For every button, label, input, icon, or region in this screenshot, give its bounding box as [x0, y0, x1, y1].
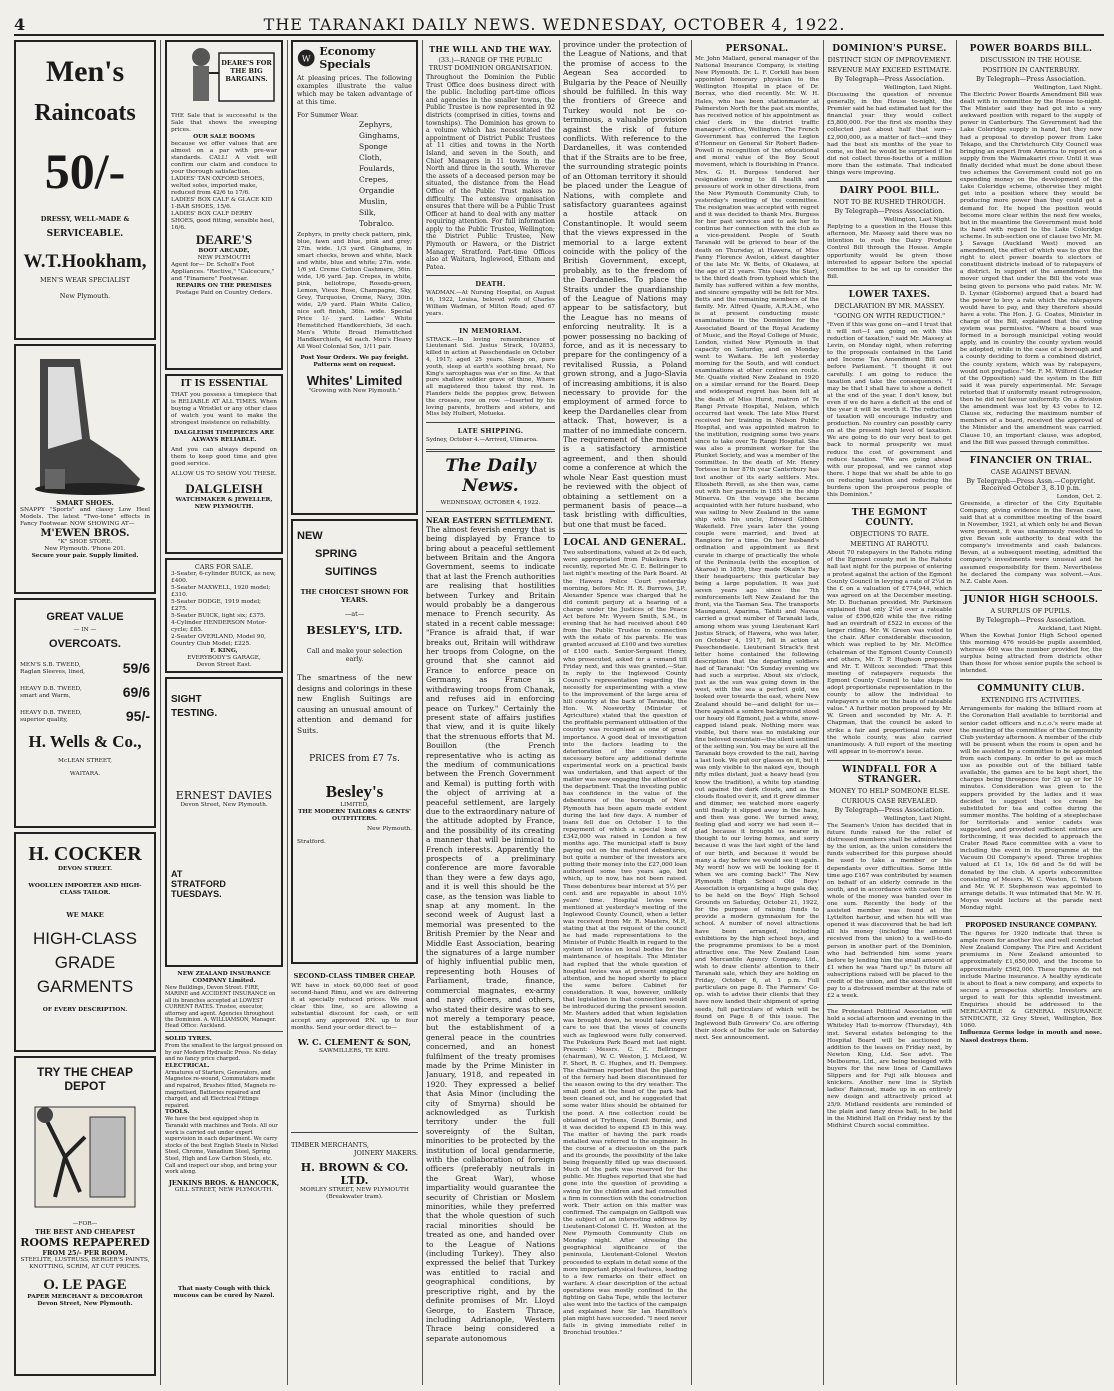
merchant-town: New Plymouth.: [59, 292, 111, 300]
article-dateline: Wellington, Last Night.: [883, 85, 952, 91]
merchant-name: JENKINS BROS. & HANCOCK,: [168, 1178, 280, 1187]
ad-headline: SIGHT: [171, 694, 202, 705]
column-rule: [691, 40, 692, 1385]
column-4: [426, 40, 555, 1343]
king-garage-ad: [165, 558, 283, 673]
merchant-town: New Plymouth.: [367, 826, 412, 832]
car-item: 5-Seater BUICK, light six; £375.: [171, 613, 266, 619]
dateline: WEDNESDAY, OCTOBER 4, 1922.: [440, 499, 541, 506]
article-subhead: MONEY TO HELP SOMEONE ELSE.: [828, 786, 950, 795]
column-rule: [823, 40, 824, 1385]
ad-body: Armatures of Starters, Generators, and Magnetos re-wound, Commutators made and repaired, Brushes fitted, Magnets re-magnetised, Batteries repaired and charged, and all Electrical Fittings repaired.: [165, 1069, 277, 1109]
merchant-trade: WATCHMAKER & JEWELLER, NEW PLYMOUTH.: [175, 497, 273, 510]
car-item: 5-Seater DODGE, 1919 model; £275.: [171, 599, 262, 612]
article-body: Throughout the Dominion the Public Trust Office does business direct with the public. Including part-time offices and agencies in the smaller towns, the Public Trustee is now represented in 92 districts (comprised in cities, towns and townships). The Dominion has grown to a volume which has necessitated the appointment of District Public Trustees at 11 cities and towns in the North Island, and seven in the South, and Chief Managers in 11 towns in the North and three in the south. Wherever the assets of a deceased person may be situated, the distance from the Head Office of the Public Trust makes no difficulty. The extensive organisation ensures that there will be a Public Trust Officer at hand to deal with any matter requiring attention. For full information apply to the Public Trustee, Wellington; the District Public Trustee, New Plymouth or Hawera, or the District Manager, Stratford. Part-time Offices also at Waitara, Inglewood, Eltham and Patea.: [426, 74, 555, 271]
article-subhead: DISTINCT SIGN OF IMPROVEMENT.: [827, 56, 952, 64]
fabric-item: Silk,: [359, 208, 376, 217]
column-rule: [956, 40, 957, 1385]
fabric-item: Tobralco.: [359, 219, 395, 228]
article-subhead: CURIOUS CASE REVEALED.: [841, 796, 938, 805]
article-body: When the Kowhai Junior High School opened this morning 476 would-be pupils assembled, whereas 400 was the number provided for, the surplus being attracted from districts other than those for whose senior pupils the school is intended.: [960, 632, 1102, 675]
price-line: [20, 708, 150, 724]
leader-headline: NEAR EASTERN SETTLEMENT.: [426, 515, 553, 525]
leader-body: The almost feverish energy that is being displayed by France to bring about a peaceful settlement between Britain and the Angora Government, seems to indicate that at last the French authorities are realising that hostilities between Turkey and Britain would probably be a dangerous menace to French security. As stated in a recent cable message: "France is afraid that, if war breaks out, Britain will withdraw her troops from Cologne, on the ground that she cannot aid France to enforce peace on Germany, as France is withdrawing troops from Chanak, and refuses aid in enforcing peace on Turkey." Certainly the present state of affairs justifies that view, and it is quite likely that the strenuous efforts that M. Bouillon (the French representative who is acting as the medium of communications between the French Government and Kemal) is putting forth with the object of arriving at a peaceful settlement, are largely due to the extraordinary nature of the attitude adopted by France, and the possibility of its creating a manner that will be inimical to French interests. Apparently the prospects of a preliminary conference are more favorable than they were a few days ago, and it is well this should be the case, as the tension was liable to snap at any moment. In the second week of August last a memorial was presented to the British Premier by the Near and Middle East Association, bearing the signatures of a large number of highly influential public men, representing both Houses of Parliament, trade, finance, commercial magnates, ex-army and navy officers, and others, who stated their desire was to see not merely a temporary peace, but the establishment of a general peace in the countries concerned, and an honest fulfilment of the treaty promises made by the Prime Minister in January, 1918, and repeated in 1920. They expressed a belief that Asia Minor (including the city of Smyrna) should be acknowledged as Turkish territory under the full sovereignty of the Sultan, minorities to be protected by the institution of local gendarmerie, with the collaboration of foreign officers (preferably neutrals in the Great War), whose impartiality would guarantee the security of Christian or Moslem minorities, while they preferred that the whole question of such racial minorities should be treated as one, and handed over to the League of Nations (including Turkey). They also expressed the belief that Turkey was entitled to racial and geographical conditions, by prescriptive right, and by the definite promises of Mr. Lloyd George, to Eastern Thrace, including Adrianople, Western Thrace being considered a separate autonomous: [426, 524, 555, 1343]
article-headline: PROPOSED INSURANCE COMPANY.: [965, 921, 1097, 930]
article-headline: LOWER TAXES.: [848, 289, 931, 300]
ad-headline: GARMENTS: [36, 977, 134, 996]
article-headline: PERSONAL.: [725, 44, 789, 54]
price-line: [20, 684, 150, 700]
merchant-address: MORLEY STREET, NEW PLYMOUTH (Breakwater tram).: [300, 1187, 409, 1200]
ad-headline: GRADE: [54, 953, 116, 972]
merchant-name: Whites' Limited: [306, 373, 403, 388]
article-dateline: Wellington, Last Night.: [1033, 85, 1102, 91]
ad-tagline: DRESSY, WELL-MADE &: [40, 215, 130, 223]
article-headline: POWER BOARDS BILL.: [969, 44, 1093, 54]
article-headline: DOMINION'S PURSE.: [832, 44, 947, 54]
ad-headline: GREAT VALUE: [46, 611, 124, 623]
article-body: The Protestant Political Association will hold a social afternoon and evening in the Whiteley Hall to-morrow (Thursday), 4th inst. Several estates belonging to the Hospital Board will be auctioned in addition to the leases on Friday next, by Newton King, Ltd. See advt. The Melbourne, Ltd., are being besieged with buyers for the new lines of Camillaws Slippers and for Fuji silk blouses and knickers. Another new line is Stylish ladies' Raincoat, made up in an entirely new design and attractively priced at 25/9. Midland residents are reminded of the plain and fancy dress ball, to be held in the Midhirst Hall on Friday next by the Midhirst Church social committee.: [827, 1009, 952, 1129]
merchant-sub: LIMITED,: [340, 802, 369, 808]
newspaper-nameplate: The Daily News.: [445, 455, 536, 496]
merchant-address: Devon Street, New Plymouth.: [37, 1301, 133, 1307]
article-body: Replying to a question in the House this afternoon, Mr. Massey said there was no intention to rush the Dairy Produce Control Bill through the House. Ample opportunity would be given those interested to appear before the special committee to be set up to consider the Bill.: [827, 224, 952, 280]
column-2: [165, 40, 283, 1300]
svg-text:W: W: [301, 53, 311, 64]
article-headline: LOCAL AND GENERAL.: [563, 538, 687, 549]
davies-sight-testing-ad: [165, 677, 283, 967]
item-price: 95/-: [125, 708, 150, 724]
merchant-name: W.T.Hookham,: [23, 251, 147, 272]
article-headline: WINDFALL FOR A STRANGER.: [841, 764, 937, 785]
merchant-name: DALGLEISH: [185, 481, 263, 496]
ad-headline: SMART SHOES.: [56, 499, 114, 507]
merchant-sub: "K" SHOE STORE.: [57, 539, 113, 545]
ad-body: The smartness of the new designs and colorings in these new English Suitings are causing an unusual amount of attention and demand for Suits.: [297, 673, 412, 735]
notice-heading: LATE SHIPPING.: [457, 427, 524, 436]
ad-body: THE Sale that is successful is the Sale that shows the sweeping prices.: [171, 113, 277, 133]
article-subhead: OBJECTIONS TO RATE.: [850, 530, 929, 539]
ad-item: LADIES' TAN OXFORD SHOES, welted soles, imported make, reduced from 42/6 to 17/6.: [171, 176, 265, 196]
ad-headline: Economy Specials: [319, 45, 376, 71]
ad-heading: ELECTRICAL.: [165, 1062, 210, 1069]
article-dateline: Auckland, Last Night.: [1037, 625, 1102, 632]
article-body: Greenside, a director of the City Equitable Company, giving evidence in the Bevan case, said that at a committee meeting of the board in November, 1921, at which only he and Bevan were present, it was unanimously resolved to give Bevan sole authority to deal with the company's investments and cash balances. Bevan, at a subsequent meeting, admitted the company's investments were unusual and he assumed responsibility for them. Nevertheless he declared the company was solvent.—Aus. N.Z. Cable Assn.: [960, 500, 1102, 585]
ad-headline: TRY THE CHEAP DEPOT: [36, 1065, 133, 1093]
article-subhead: DISCUSSION IN THE HOUSE.: [979, 56, 1082, 64]
ad-text: Post Your Orders. We pay freight. Patterns sent on request.: [300, 355, 409, 368]
ad-text: THE BEST AND CHEAPEST: [34, 1228, 135, 1236]
car-item: 3-Seater, 6-cylinder BUICK, as new, £400.: [171, 571, 276, 584]
ad-headline: SUITINGS: [325, 566, 377, 578]
notice-heading: IN MEMORIAM.: [459, 326, 522, 335]
article-body: About 70 ratepayers in the Rahotu riding of the Egmont county met in the Rahotu hall last night for the purpose of entering a protest against the action of the Egmont County Council in levying a rate of 2¼d in the £ on a valuation of £774,944, which was agreed on at the December meeting. Mr. D. Buchanan presided. Mr. Parkinson explained that only 2¼d over a rateable value of £596,626 while the five riding had an overdraft of £522 in excess of the larger riding. Mr. W. Green was voted to the chair. After considerable discussion, which was replied to by Mr. McOffice (chairman of the Egmont County Council) and others, Mr. T. P. Hughson proposed and Mr. T. Willcox seconded: "That this meeting of ratepayers requests the Egmont County Council to take steps to adopt proportionate representation in the county to allow the individual to ratepayers a vote on the basis of rateable value." A further motion proposed by Mr. W. Green and seconded by Mr. A. F. Chapman, that the council be asked to strike a fair and proportional rate over the whole county, was also carried unanimously. A full report of the meeting will appear in to-morrow's issue.: [827, 550, 952, 755]
column-rule: [559, 40, 560, 1385]
article-headline: FINANCIER ON TRIAL.: [969, 455, 1093, 466]
article-subhead: "GOING ON WITH REDUCTION.": [833, 311, 946, 320]
merchant-address: GILL STREET, NEW PLYMOUTH.: [174, 1186, 274, 1193]
item-price: 59/6: [122, 660, 150, 676]
ad-text: —FOR—: [72, 1221, 98, 1227]
nz-insurance-ad: [165, 971, 283, 1032]
fabric-list: [359, 119, 412, 229]
ad-tagline: SERVICEABLE.: [46, 229, 124, 239]
ad-price: PRICES from £7 7s.: [309, 754, 400, 764]
article-body: The Seamen's Union has decided that in future funds raised for the relief of distressed members shall be administered by the union, as the union considers the funds subscribed for this purpose should be used to take a member or his dependants over difficulties. Some little time ago £167 was contributed by seamen on behalf of an elderly comrade in the south, and in accordance with custom the whole of the money was handed over in one sum. Recently the body of the assisted member was found at the Lyttelton harbour, and when his will was opened it was discovered that he had left all his money (including the amount received from the union) to a well-to-do person in another part of the Dominion, who had befriended him some years before by lending him the small amount of £1 when he was "hard up." In future all subscriptions raised will be placed to the credit of the union, and the executive will pay to a distressed member at the rate of £2 a week.: [827, 822, 952, 1000]
price-line: [20, 660, 150, 676]
article-headline: THE WILL AND THE WAY.: [429, 44, 552, 54]
ad-body: because we offer values that are almost on a par with pre-war standards. CALL! A visit will confirm our claim and conduce to your thorough satisfaction.: [171, 141, 277, 175]
column-1: [14, 40, 156, 1380]
masthead: [14, 8, 1104, 36]
ad-headline: SPRING: [315, 548, 358, 560]
merchant-sub: EVERYBODY'S GARAGE,: [187, 655, 261, 661]
nazol-ad: That nasty Cough with thick mucous can be cured by Nazol.: [173, 1286, 275, 1299]
jenkins-hancock-ad: [165, 1036, 283, 1286]
cocker-tailor-ad: [14, 832, 156, 1052]
merchant-town: NEW PLYMOUTH: [197, 255, 251, 261]
car-item: 4-Cylinder HENDERSON Motor-cycle; £85.: [171, 620, 267, 633]
item-price: 69/6: [122, 684, 150, 700]
merchant-name: H. Wells & Co.,: [28, 732, 142, 751]
merchant-address: New Plymouth. 'Phone 201.: [44, 546, 126, 552]
article-headline: JUNIOR HIGH SCHOOLS.: [963, 594, 1099, 605]
merchant-trade: THE MODERN TAILORS & GENTS' OUTFITTERS.: [298, 809, 411, 822]
ad-headline: CARS FOR SALE.: [194, 563, 254, 571]
notice-body: STRACK.—In loving remembrance of Lieutenant Sid. Justus Strack, 10/2853, killed in action at Passchendaele on October 4, 1917; aged 25 years. Sleep on, pure youth, sleep at earth's soothing breast, No King's sarcophagus was e'er so fine. As that pure shallow soldier grave of thine, Where all magistered thou takest thy rest. In Flanders fields the poppies grow, Between the crosses, row on row. —Inserted by his loving parents, brothers and sisters, and Miss Isly Hulbert, Motueka.: [426, 336, 555, 418]
article-subhead: MEETING AT RAHOTU.: [850, 540, 929, 549]
article-subhead: NOT TO BE RUSHED THROUGH.: [833, 198, 946, 207]
merchant-town: Stratford.: [297, 839, 326, 845]
article-body: The Electric Power Boards Amendment Bill was dealt with in committee by the House to-night. The Minister said they had got into a very awkward position with regard to the supply of power in Canterbury. The Government had the Lake Coleridge supply in hand, but they now had a proposal to develop power from Lake Tekapo, and the Christchurch City Council was bringing an expert from America to report on a supply from the Waimakariri river. Until it was finally decided what must be done about these two schemes the Government could not go on expending money on the development of the Lake Coleridge scheme, otherwise they might get into a position where they would be producing more power than they could get a demand for. He hoped the position would become more clear within the next few weeks, but in the meantime the Government must hold its hand with regard to the Lake Coleridge scheme. In sub-section one of clause two Mr. M. J. Savage (Auckland West) moved an amendment, the effect of which was to give the right to elect power boards to electors of constituent districts instead of to ratepayers of a district. In support of the amendment the mover urged that under the Bill the vote was being given to persons who paid rates. Mr. W. D. Lysnar (Gisborne) argued that a board had the power to levy a rate which the ratepayers would have to pay, and they therefore should have a vote. The Hon. J. G. Coates, Minister in charge of the Bill, explained that the voting system was permissive. "Where a board was formed in a borough municipal voting would apply, and in country the county system would be adopted, while in the case of a borough and a county deciding to form a combined district, the county system, which was by ratepayers, would not prejudice." Mr. F. M. Wilford (Leader of the Opposition) said the system in the Bill said it was purely experimental. Mr. Savage retorted that if uniformity meant retrogression, then he did not favour uniformity. On a division the amendment was lost by 43 votes to 12. Clause six, reducing the maximum number of members of a board, received the approval of the Minister and the amendment was carried. Clause 10, an important clause, was adopted, and the Bill was passed through committee.: [960, 92, 1102, 446]
ad-headline: IT IS ESSENTIAL: [180, 379, 268, 389]
column-8: [960, 40, 1102, 1385]
merchant-tagline: "Growing with New Plymouth.": [308, 388, 401, 394]
whites-logo-icon: [297, 47, 315, 69]
notice-body: Sydney, October 4.—Arrived, Ulimaroa.: [426, 437, 538, 444]
nasol-ad: Influenza Germs lodge in mouth and nose. Nasol destroys them.: [960, 1030, 1102, 1044]
fabric-item: Zephyrs,: [359, 120, 393, 129]
fabric-item: Foulards,: [359, 164, 395, 173]
ad-headline: NEW ZEALAND INSURANCE COMPANY Limited.: [177, 971, 271, 984]
merchant-name: Besley's: [325, 782, 384, 801]
article-dateline: London, Oct. 2.: [1056, 493, 1102, 500]
article-body: Discussing the question of revenue generally, in the House to-night, the Premier said he had estimated last for the financial year they would collect £5,800,000. For the first six months they collected just about half that sum—£2,900,000, as a matter of fact—and they had the best six months of the year to come, so that he would be surprised if he did not collect three-fourths of a million more than the estimate. That indicated things were improving.: [827, 92, 952, 177]
paperhanger-illustration-icon: [25, 1097, 145, 1217]
whites-economy-ad: [291, 40, 418, 515]
article-dateline: Wellington, Last Night.: [883, 217, 952, 224]
leader-body: province under the protection of the League of Nations, and that the promise of access to the Aegean Sea accorded to Bulgaria by the Peace of Neuilly should be fulfilled. In this way the frontiers of Greece and Turkey would not be co-terminous, a valuable provision against the risk of future conflicts. With reference to the Dardanelles, it was contended that if the Straits are to be free, the surrounding strategic points of an Ottoman territory it should be placed under the League of Nations, with complete and satisfactory guarantees against a hostile attack on Constantinople. It would seem that the views expressed in the memorial to a large extent coincide with the policy of the British Government, except, probably, as to the freedom of the Dardanelles. To place the Straits under the guardianship of the League of Nations may appear to be satisfactory, but the League has no means of enforcing neutrality. It is a power possessing no backing of force, and as it is necessary to prepare for the contingency of a revitalised Russia, a Poland grown strong, and a Jugo-Slavia of increasing ambitions, it is also necessary to provide for the employment of armed force to keep the Dardanelles clear from attack. That, however, is a matter of no immediate concern. The requirement of the moment is a satisfactory armistice agreement, and then should come a conference at which the whole Near East question must be reviewed with the object of obtaining a settlement on a permanent basis of peace—a task bristling with difficulties, but one that must be faced.: [563, 40, 687, 529]
ad-sub: OUR SALE BOOMS: [193, 134, 255, 140]
ad-heading: TOOLS.: [165, 1109, 190, 1116]
notice-body: WADMAN.—At Nursing Hospital, on August 16, 1922, Louisa, beloved wife of Charles William Wadman, of Milton Road; aged 67 years.: [426, 290, 555, 317]
article-body: Two subordinations, valued at 2s 6d each, were appropriated from Pukekura Park recently, reported Mr. C. E. Bellringer to last night's meeting of the Park Board. At the Hawera Police Court yesterday morning, before Mr. H. R. Burrows, J.P., Alexander Spence was charged that he did commit perjury at a hearing of a charge under the Justices of the Peace Act before Mr. Wyvern Smith, S.M., in evening that he had received about £40 from the Public Trustee in connection with the estate of his parents. He was granted accused at £100 and two sureties of £100 each. Senior-Sergeant Henry, who prosecuted, asked for a remand till Friday next, and this was granted.—Star. In reply to the Inglewood County Council's representation regarding the necessity for experimenting with a view to the improvement of the large area of hill country at the back of Taranaki, the Hon. W. Nosworthy (Minister of Agriculture) stated that the question of the profitable permanent utilisation of the country was recognised as one of great importance. A good deal of investigation into the factors leading to the deterioration of the country was necessary before any additional definite experimental work on a practical basis was undertaken, and that aspect of the matter was now engaging the attention of the department. That the investing public has confidence in the value of the debentures of the borough of New Plymouth has been again made evident during the last few days. A number of loans fell due on October 1 to the repayment of which a special loan of £342,000 was raised in London a few months ago. The municipal staff is busy paying out on the matured debentures, but quite a number of the investors are putting their money into the £27,000 loan authorised some two years ago, but which, up to now, has not been raised. These debentures bear interest at 5½ per cent. and are repayable in about 10½ years' time. Hospital levies were mentioned at yesterday's meeting of the Inglewood County Council, when a letter was received from Mr. R. Masters, M.P., stating that at the request of the council he had made representations to the Minister of Public Health in regard to the system of levies on local bodies for the maintenance of hospitals. The Minister had replied that the whole question of hospital levies was at present engaging attention, and he hoped shortly to place the same before Cabinet for consideration. It was, however, unlikely that legislation in that connection would be introduced during the present session. Mr. Masters added that when legislation was brought down, he would take every care to see that the views of councils such as Inglewood were fully conserved. The Pukekura Park Board met last night. Present: Messrs. C. E. Bellringer (chairman), W. C. Weston, J. McLeod, W. F. Short, R. C. Hughes, and H. Dempsey. The chairman reported that the planting of the fernery had been discontinued for the season owing to the dry weather. The small pond at the head of the park had been cleaned out, and he suggested that some water lilies should be obtained for the pond. A fine collection could be obtained at Trythens, Grant Burnie, and it was decided to expend £5 in this way. The matter of having the park roads metalled was referred to the engineer. In the course of a discussion on the park and its grounds, the possibility of the lake being frequently filled up was discussed. Much of the park was reserved for the public. Mr. Hughes reported that she had gone into the question of providing a swing for the children and had consulted a firm in connection with the construction work. Their action on this matter was confirmed. The campaign on Gallipoli was the subject of an interesting address by Lieutenant-Colonel C. H. Weston at the New Plymouth Community Club on Monday night. After stressing the geographical significance of the peninsula, Lieutenant-Colonel Weston proceeded to explain in detail some of the more important physical features, leading to a few remarks on their effect on warfare. A clear description of the actual operations was mostly confined to the fighting on Gaba Tepe, while the lecturer also went into the tactics of the campaign and explained how Sir Ian Hamilton's plan might have succeeded. "I need never fails in giving immediate relief in Bronchial troubles.": [563, 550, 687, 1337]
item-description: MEN'S S.B. TWEED, Raglan Sleeves, lined,: [20, 662, 86, 675]
merchant-street: DEVON STREET.: [58, 866, 112, 872]
ad-heading: SOLID TYRES.: [165, 1036, 212, 1042]
merchant-sub: BOOT ARCADE,: [198, 248, 250, 254]
notice-heading: DEATH.: [475, 280, 506, 289]
article-body: "Even if this was gone on—and I trust that it will not—I am going on with this reduction of taxation," said Mr. Massey at Levin, on Monday night, when referring to the proposals contained in the Land and Income Tax Amendment Bill now before Parliament. "I thought it out carefully. I am going to reduce the taxation and take the consequences. "I may be that I shall have to show a deficit at the end of the year. I don't know, but even if we do have a deficit at the end of the year it will be worth it. The reduction of taxation will encourage industry and production. No country can possibly carry on at the present high level of taxation. We are going to do our very best to get back to normal prosperity we must reduce the cost of government and reduce taxation. "We are going ahead with our proposal, and we cannot stop there. I hope that we shall be able to go on reducing taxation and reducing the burdens upon the prosperous people of this Dominion.": [827, 321, 952, 499]
ad-sub: THE CHOICEST SHOWN FOR YEARS.: [300, 588, 409, 604]
ad-body: THAT you possess a timepiece that is RELIABLE AT ALL TIMES. When buying a Wristlet or any other class of watch you want to make the strongest insistence on reliability.: [171, 392, 277, 426]
ad-text: FROM 25/- PER ROOM.: [42, 1249, 128, 1257]
ad-sub: For Summer Wear.: [297, 111, 359, 119]
ad-body: At pleasing prices. The following examples illustrate the value which may be taken advantage of at this time.: [297, 74, 412, 106]
article-subhead: CASE AGAINST BEVAN.: [990, 467, 1072, 476]
ad-item: LADIES' BOX CALF DERBY SHOES, good fitting, sensible heel, 16/6.: [171, 211, 275, 231]
besley-suitings-ad: [291, 519, 418, 964]
ad-headline: TESTING.: [171, 708, 218, 719]
ad-text: STEELITE, LUSTRUSS, BERGER'S PAINTS, KNOTTING, SCRIM, AT CUT PRICES.: [20, 1257, 150, 1270]
column-rule: [160, 40, 161, 1385]
merchant-name: M'EWEN BROS.: [40, 528, 130, 539]
ad-footer: OF EVERY DESCRIPTION.: [42, 1007, 128, 1013]
article-credit: By Telegraph—Press Association.: [834, 805, 945, 814]
ad-sub: — IN —: [73, 627, 97, 633]
ad-item: LADIES' BOX CALF & GLACE KID 1-BAR SHOES, 15/6.: [171, 197, 273, 210]
article-subhead: POSITION IN CANTERBURY.: [982, 66, 1080, 74]
ad-headline: SECOND-CLASS TIMBER CHEAP.: [293, 972, 416, 980]
merchant-name: O. LE PAGE: [43, 1277, 127, 1293]
article-subhead: EXTENDING ITS ACTIVITIES.: [980, 696, 1082, 705]
fabric-item: Organdie: [359, 186, 395, 195]
merchant-name: H. BROWN & CO. LTD.: [300, 1161, 409, 1187]
item-description: HEAVY D.B. TWEED, superior quality,: [20, 710, 82, 723]
column-3: [291, 40, 418, 1231]
merchant-name: W. C. CLEMENT & SON,: [297, 1038, 412, 1048]
column-5: [563, 40, 687, 1385]
merchant-sub: SAWMILLERS, TE KIRI.: [319, 1048, 390, 1054]
ad-text: ALLOW US TO SHOW YOU THESE.: [171, 471, 277, 477]
column-rule: [287, 40, 288, 1385]
fabric-item: Ginghams,: [359, 131, 400, 140]
column-7: [827, 40, 952, 1385]
dalgleish-timepieces-ad: [165, 374, 283, 554]
brown-timber-ad: [291, 1141, 418, 1231]
article-subhead: DECLARATION BY MR. MASSEY.: [834, 301, 945, 310]
item-description: HEAVY D.B. TWEED, smart and Warm,: [20, 686, 82, 699]
ad-body: SNAPPY "Sports" and classy Low Heel Models. The latest "Two-tone" effects in Fancy Footwear. NOW SHOWING AT—: [20, 507, 150, 527]
column-6: [695, 40, 819, 1385]
article-credit: By Telegraph—Press Association.: [976, 615, 1086, 624]
newspaper-title: THE TARANAKI DAILY NEWS. WEDNESDAY, OCTOBER 4, 1922.: [263, 15, 846, 34]
lepage-decorator-ad: [14, 1056, 156, 1376]
article-subhead: (33.)—RANGE OF THE PUBLIC TRUST DOMINION ORGANISATION.: [428, 56, 553, 72]
article-subhead: REVENUE MAY EXCEED ESTIMATE.: [827, 66, 952, 74]
article-credit: By Telegraph—Press Association.: [976, 75, 1086, 83]
ad-text: AT: [171, 869, 183, 879]
fabric-item: Muslin,: [359, 197, 388, 206]
wells-overcoats-ad: [14, 598, 156, 828]
mewen-shoes-ad: [14, 344, 156, 594]
ad-body: We have the best equipped shop in Taranaki with machines and Tools. All our work is carried out under expert supervision in each department. We carry stocks of the best English Steels in Nickel Steel, Chrome, Vanadium Steel, Spring Steel, High and Low Carbon Steels, etc. Call and inspect our shop, and bring your work along.: [165, 1116, 278, 1176]
article-credit: By Telegraph—Press Assn.—Copyright. Received October 3, 8.10 p.m.: [966, 476, 1096, 492]
merchant-address: Devon Street, New Plymouth.: [180, 802, 268, 808]
ad-body: And you can always depend on them to keep good time and give good service.: [171, 447, 277, 467]
ad-headline: Raincoats: [34, 100, 136, 126]
merchant-town: WAITARA.: [69, 771, 101, 777]
article-credit: By Telegraph—Press Association.: [834, 207, 945, 216]
ad-text: STRATFORD: [171, 879, 226, 889]
ad-text: WE MAKE: [66, 911, 104, 919]
ad-headline: HIGH-CLASS: [33, 929, 137, 948]
ad-sub: DALGLEISH TIMEPIECES ARE ALWAYS RELIABLE.: [174, 430, 274, 443]
article-body: Arrangements for making the billiard room at the Coronation Hall available to territorial and senior cadet officers and n.c.o.'s were made at the meeting of the committee of the Community Club yesterday afternoon. A member of the club will be present when the room is open and he will be assisted by a committee to be appointed from each company. In order to get as much use as possible out of the billiard table available, the games are to be kept short, the charges being threepence for 25 up or for 10 minutes. Consideration was given to the suppers provided by the ladies and it was decided to suggest that ice cream be substituted for tea and coffee during the summer months. The holding of a steeplechase for territorials and senior cadets was suggested, and provided sufficient entries are forthcoming, it was decided to approach the Crater Road Race committee with a view to including the event in its programme at the Vacuum Oil Company's speed. Three trophies valued at £1 1s, 10s 6d and 5s 6d will be donated by the club. A sports subcommittee consisting of Messrs. W. C. Weston, C. Watson and Mr. W. F. Stephenson was appointed to arrange details. It was intimated that Mr. W. H. Moyes would lecture at the parade next Monday night.: [960, 706, 1102, 911]
ad-category: OVERCOATS.: [49, 638, 121, 650]
ad-text: REPAIRS ON THE PREMISES: [176, 283, 272, 289]
ad-text: Postage Paid on Country Orders.: [175, 290, 273, 296]
page-number: 4: [14, 15, 26, 34]
fabric-item: Cloth,: [359, 153, 382, 162]
article-body: Mr. John Mallard, general manager of the National Insurance Company, is visiting New Plymouth. Dr. L. F. Corkill has been appointed honorary physician to the Wellington Hospital in place of Dr. Borrax, who died recently. Mr. W. H. Hales, who has been stationmaster at Palmerston North for the past six months, has received notice of his appointment as chief clerk in the district traffic manager's office, Wellington. The French Government has conferred the Legion d'Honneur on General Sir Robert Baden-Powell in recognition of the educational and moral value of the Boy Scout movement, which is flourishing in France. Mrs. G. H. Burgess tendered her resignation owing to ill health and pressure of work in other directions, from the New Plymouth Community Club, to yesterday's meeting of the committee. The resignation was accepted with regret and it was decided to thank Mrs. Burgess for her past services and to ask her to continue her connection with the club as a vice-president. People of South Taranaki will be grieved to hear of the death on Thursday, at Hawera, of Miss Fanny Florence Avelon, eldest daughter of the late Mr. W. Betts, of Okaiawa, at the age of 21 years. This (says the Star), is the third death from typhoid which the family has suffered within a few months, and sincere sympathy will be felt for Mrs. Betts and the remaining members of the family. Mr. Alfred Quaife, A.R.A.M., who is at present conducting music examinations in the Dominion for the Associated Board of the Royal Academy of Music, and the Royal College of Music, London, visited New Plymouth in that capacity on Saturday, and on Monday went to Waitara. He left yesterday morning for the South, and will conduct examinations at other centres en route. Mr. Quaife visited New Zealand in 1920 on a similar errand for the Board. Deep and widespread regret has been felt at the death of Miss Hurst, matron of Te Rangi Private Hospital, Nelson, which occurred last week. The late Miss Hurst received her training in Nelson Public Hospital, and was appointed matron to the institution, resigning some two years since to take over Te Rangi Hospital. She was also a prominent worker for the Plunket Society, and was a member of the committee. In the death of Mr. Henry Tortesse in her 87th year Canterbury has lost another of its early settlers. Mrs. Elizabeth Revell, as she then was, came out with her parents in 1851 in the ship Minerva. On the voyage she became acquainted with her future husband, who was sailing to New Zealand in the same ship with his uncle, Edward Gibbon Wakefield. Five years later the young couple were married, and lived at Rangiora for a time. On her husband's ordination and appointment as first curate in charge of practically the whole of the Peninsula (with the exception of Akaroa) in 1859, they made Okain's Bay their headquarters; this particular bay being a large population. It was just seven years ago since the 7th reinforcements left New Zealand for the front, via the Tasman Sea. The transports Maunganui, Aparima, Tahiti and Navua carried a great number of Taranaki lads, among whom was young Lieutenant Karl Justus Strack, of Hawera, who was later, on October 4, 1917, fell in action at Passchendaele. Lieutenant Strack's first letter home contained the following description that the departing soldiers had of Taranaki: "On Sunday evening we had such a surprise. About six o'clock, just as the sun was going down in the west, with the sea a perfect gold, we looked over towards the east, where New Zealand should be—and delight for us—there against a sombre background stood our hoary old Egmont, just a white, snow-capped island peak. Nothing more was visible, but there was no mistaking our fine beloved mountain—the silent sentinel of the setting sun. You may be sure all the Taranaki boys crowded to the rail, having a last look. We put our glasses on it, but it was only visible to the naked eye, though fifty miles distant, just a heavy head (you know the tradition), a white top standing out against the dark clouds, and as the clouds floated over it, and it grew dimmer and dimmer, we watched more eagerly until finally it slipped away in the haze, and then was gone. We turned away, feeling glad and sorry we had seen it—glad because it brought us nearer in thought to our loving homes, and sorry because it was the last sight of the land of our birth, and because it would be many a day before we would see it again. My word! how we will be looking for it when we are coming back!" The New Plymouth High School Old Boys' Association is organising a huge gala day, to be held on the Boys' High School Grounds on Saturday, October 21, 1922, for the purpose of raising funds to provide a modern gymnasium for the school. A number of novel attractions have been arranged, including exhibitions by the high school boys, and the programme promises to be a most attractive one. The New Zealand Loan and Mercantile Agency Company, Ltd., wish to draw clients' attention to their Taranaki sale, which they are holding on Friday, October 6, at 1 p.m. Full particulars on page 8. The Farmers' Co-op. wish to advise their clients that they have now landed their shipment of spring seeds, full particulars of which will be found on Page 8 of this issue. The Inglewood Bulb Growers' Co. are offering their stock of bulbs for sale on Saturday next. See announcement.: [695, 56, 819, 1041]
article-body: The figures for 1920 indicate that three is ample room for another live and well conducted New Zealand Company. The Fire and Accident premiums in New Zealand amounted to approximately £1,650,000, and the Income to approximately £562,000. These figures do not include Marine insurance. A healthy syndicate is about to float a new company, and expects to secure a prospectus shortly. Investors are urged to wait for this splendid investment. Enquiries should be addressed to the MERCANTILE & GENERAL INSURANCE SYNDICATE, 32 Grey Street, Wellington, Box 1060.: [960, 931, 1102, 1030]
ad-text: Agent for— Dr. Scholl's Foot Appliances. "Rective," "Calcecure," and "Finamere" Footwear.: [171, 262, 275, 282]
article-credit: By Telegraph—Press Association.: [834, 75, 945, 83]
article-headline: COMMUNITY CLUB.: [977, 684, 1085, 695]
hookham-raincoats-ad: [14, 40, 156, 340]
ad-price: 50/-: [44, 143, 126, 199]
merchant-name: H. COCKER: [28, 843, 142, 865]
column-rule: [422, 40, 423, 1385]
article-dateline: Wellington, Last Night.: [883, 815, 952, 822]
ad-text: BESLEY'S, LTD.: [306, 624, 403, 637]
merchant-name: F. KING,: [210, 648, 238, 654]
ad-headline: Men's: [45, 55, 125, 88]
car-item: 5-Seater MAXWELL, 1920 model; £310.: [171, 585, 271, 598]
fabric-item: Crepes,: [359, 175, 389, 184]
merchant-name: DEARE'S: [195, 232, 253, 247]
ad-body: Zephyrs, in pretty check pattern, pink, blue, fawn and blue, pink and grey; 27in. wide. 1/3 yard. Ginghams, in smart checks, brown and white, black and white, blue and white; 27in. wide. 1/6 yd. Creme Cotton Cashmere, 36in. wide, 1/6 yard. Jap. Crepes, in white, pink, heliotrope, Rosedu-green, Lemon, Vieux Rose, Champagne, Sky, Grey, Turquoise, Creme, Navy, 30in. wide, 2/9 yard. Plain White Calico, nice soft finish, 36in. wide. Special Price 1/- yard. Ladies' White Hemstitched Handkerchiefs, 3d each. Men's White Broad Hemstitched Handkerchiefs, 4d each. Men's Heavy All Wool Colonial Sox, 1/11 pair.: [297, 232, 412, 350]
ad-text: —at—: [344, 610, 365, 618]
article-headline: DAIRY POOL BILL.: [839, 186, 940, 197]
merchant-street: Devon Street East.: [196, 662, 252, 668]
shoe-illustration-icon: [20, 349, 150, 499]
article-headline: THE EGMONT COUNTY.: [851, 508, 928, 529]
article-subhead: A SURPLUS OF PUPILS.: [990, 606, 1072, 615]
car-item: 2-Seater OVERLAND, Model 90, Country Club Model; £225.: [171, 634, 267, 647]
merchant-sub: PAPER MERCHANT & DECORATOR: [27, 1294, 143, 1300]
ad-body: WE have in stock 60,000 feet of good second-hand Rimu, and we are delivering it at specially reduced prices. We must clear this line, so are allowing a substantial discount for cash, or will accept any approved P.N. up to four months. Send your order direct to—: [291, 983, 418, 1031]
merchant-name: ERNEST DAVIES: [175, 789, 273, 802]
merchant-sub: MEN'S WEAR SPECIALIST: [40, 276, 130, 284]
ad-footer: Secure your pair. Supply limited.: [31, 553, 139, 559]
ad-text: Call and make your selection early.: [306, 647, 403, 663]
ad-text: JOINERY MAKERS.: [353, 1149, 418, 1157]
ad-body: From the smallest to the largest pressed on by our Modern Hydraulic Press. No delay and no fancy price charged.: [165, 1043, 283, 1063]
ad-headline: NEW: [297, 530, 323, 542]
ad-text: TUESDAYS.: [171, 889, 222, 899]
merchant-street: McLEAN STREET,: [58, 758, 112, 764]
ad-text: TIMBER MERCHANTS,: [291, 1141, 369, 1149]
ad-headline: ROOMS REPAPERED: [20, 1236, 150, 1249]
deare-boot-arcade-ad: [165, 40, 283, 370]
merchant-trade: WOOLLEN IMPORTER AND HIGH-CLASS TAILOR.: [28, 883, 142, 896]
fabric-item: Sponge: [359, 142, 388, 151]
clement-timber-ad: [291, 972, 418, 1133]
ad-banner-text: DEARE'S FOR THE BIG BARGAINS.: [221, 59, 272, 83]
ad-body: New Buildings, Devon Street. FIRE, MARINE and ACCIDENT INSURANCE on all its branches accepted at LOWEST CURRENT RATES. Trustee, executor, attorney and agent. Agencies throughout the Dominion. A. WILLIAMSON, Manager. Head Office: Auckland.: [165, 985, 277, 1030]
